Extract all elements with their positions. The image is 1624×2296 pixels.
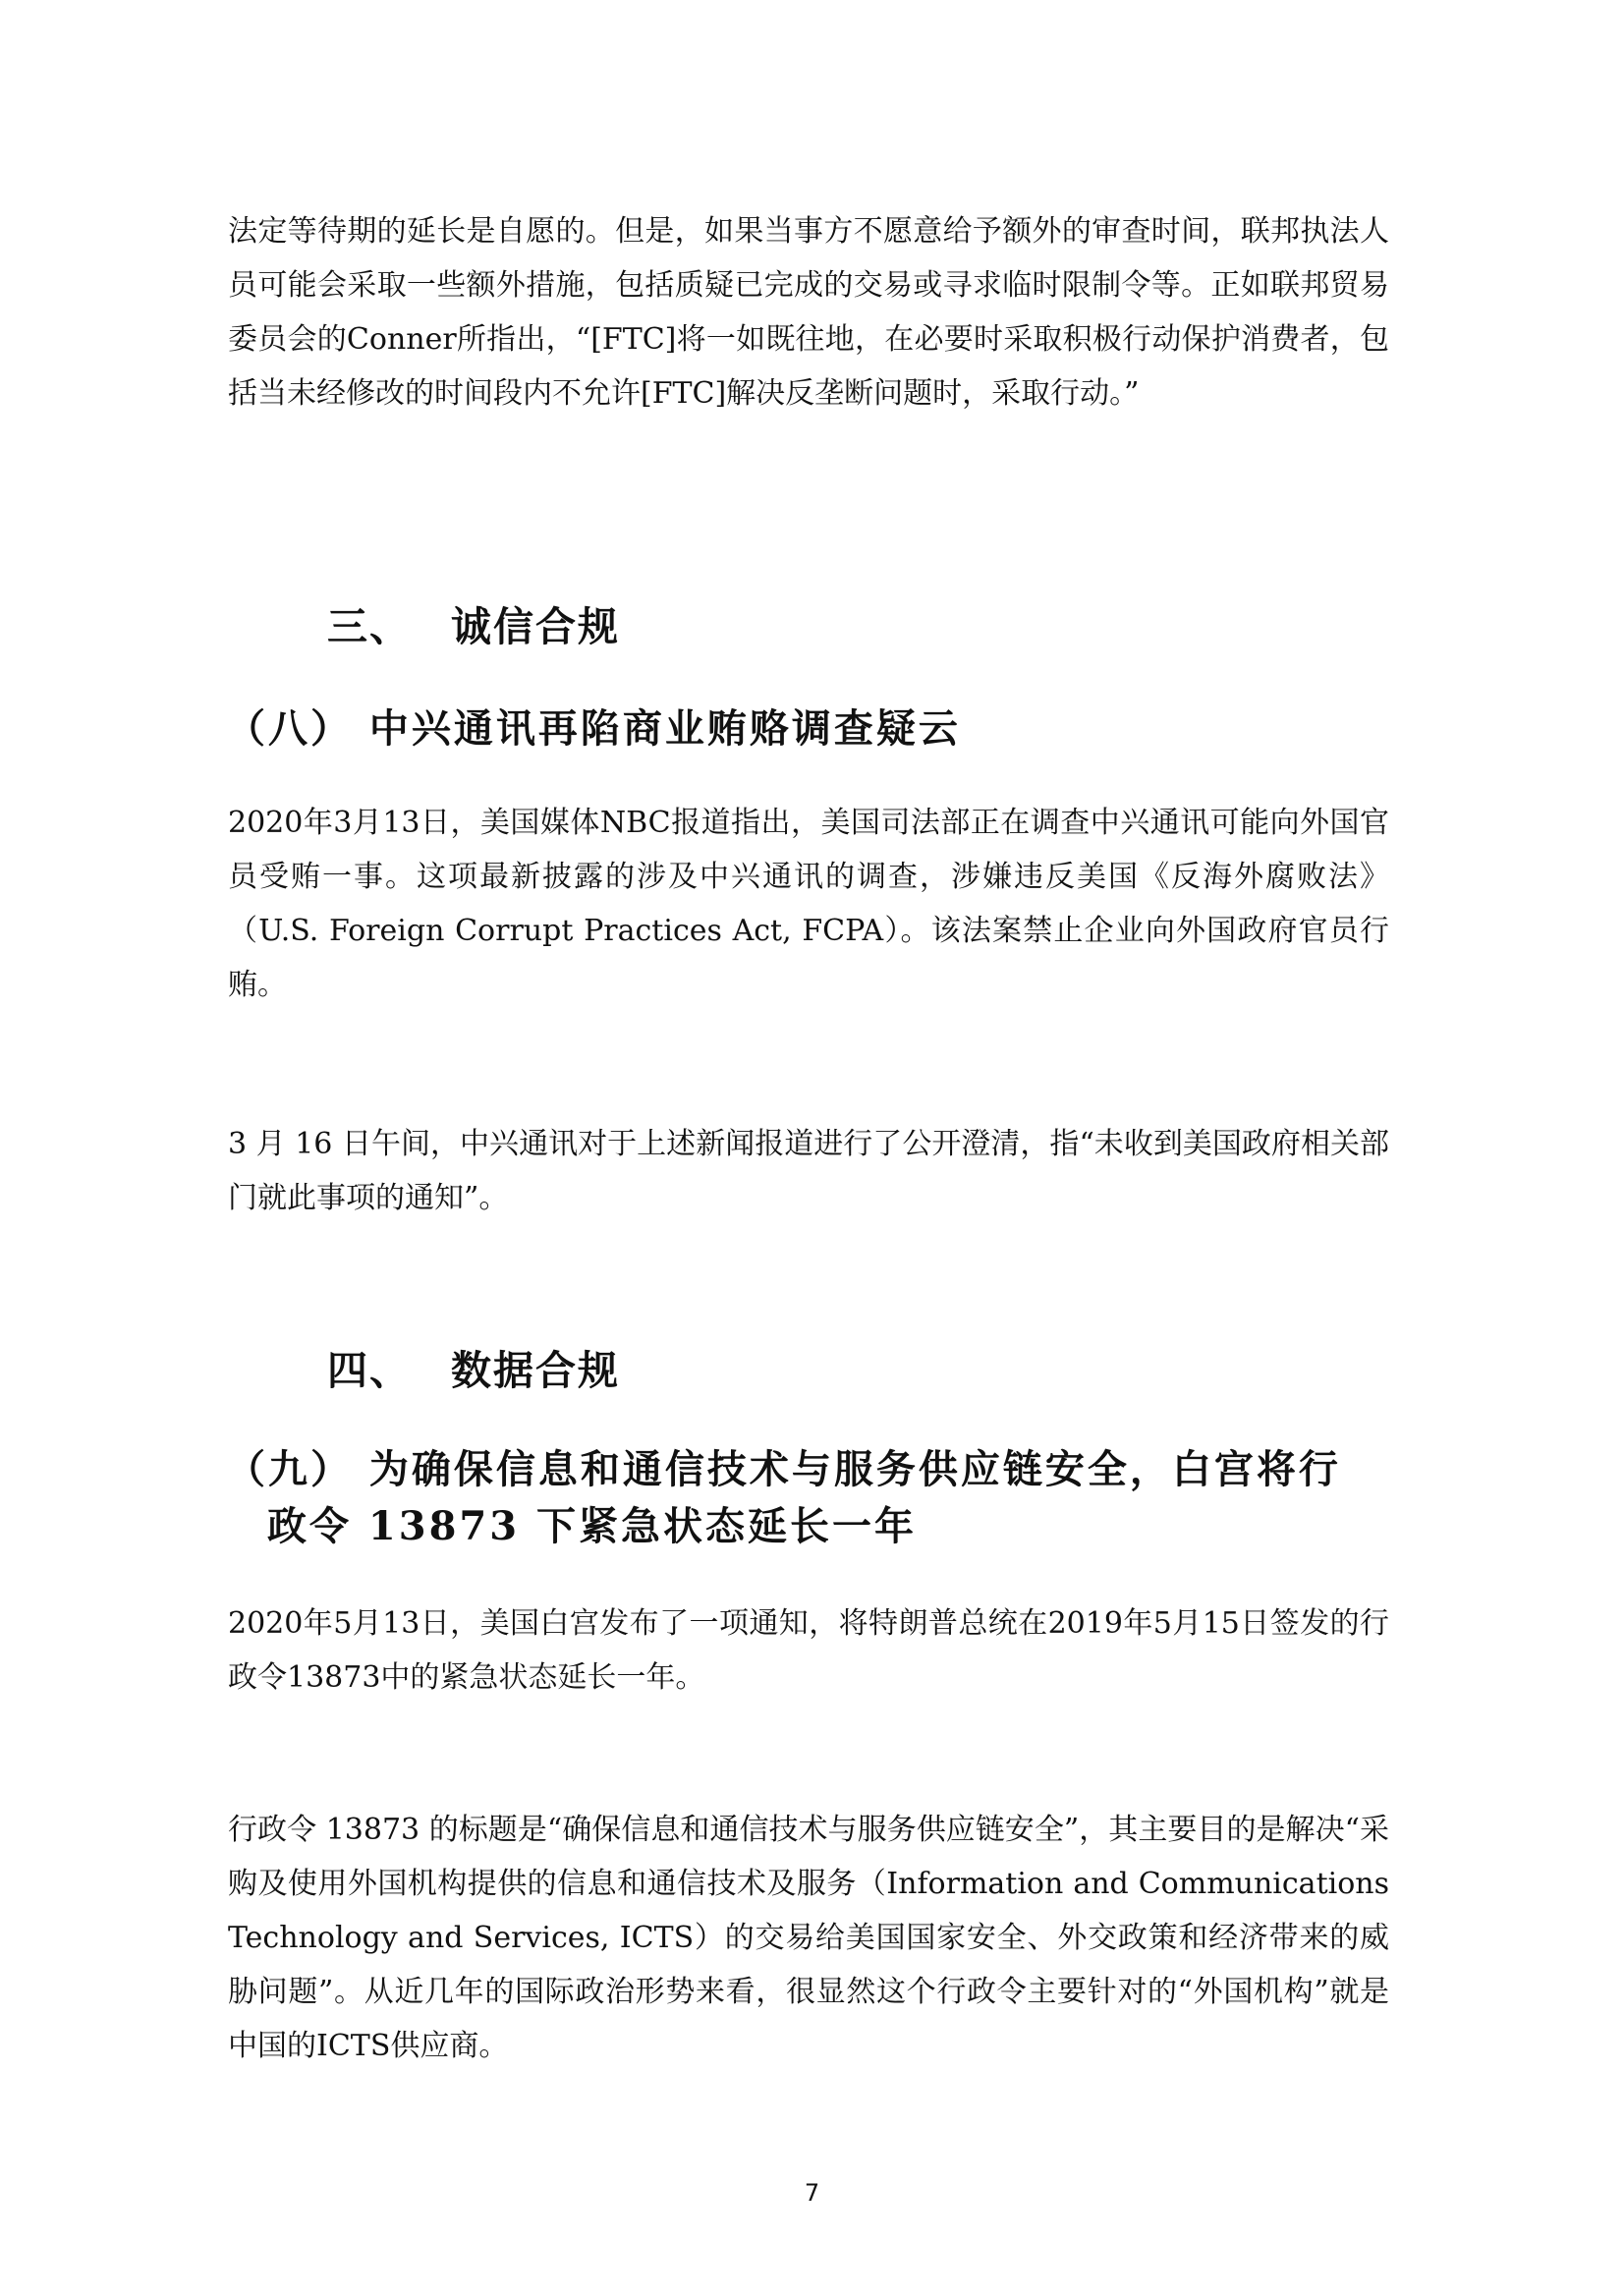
subsection-heading-line-1: （九） 为确保信息和通信技术与服务供应链安全，白宫将行 — [226, 1446, 1341, 1492]
section-title: 数据合规 — [451, 1347, 620, 1394]
subsection-heading-line-2: 政令 13873 下紧急状态延长一年 — [267, 1503, 918, 1549]
paragraph-ftc-waiting-period: 法定等待期的延长是自愿的。但是，如果当事方不愿意给予额外的审查时间，联邦执法人员可能会采取一些额外措施，包括质疑已完成的交易或寻求临时限制令等。正如联邦贸易委员会的Conner所指出，“[FTC]将一如既往地，在必要时采取积极行动保护消费者，包括当未经修改的时间段内不允许[FTC]解决反垄断问题时，采取行动。” — [228, 214, 1389, 411]
paragraph-nbc-report: 2020年3月13日，美国媒体NBC报道指出，美国司法部正在调查中兴通讯可能向外国官员受贿一事。这项最新披露的涉及中兴通讯的调查，涉嫌违反美国《反海外腐败法》（U.S. Foreign Corrupt Practices Act, FCPA）。该法案禁止企业向外国政府官员行贿。 — [228, 806, 1389, 1002]
subsection-heading-zte-bribery: （八） 中兴通讯再陷商业贿赂调查疑云 — [226, 705, 961, 752]
section-number: 三、 — [327, 603, 412, 650]
paragraph-zte-clarification: 3 月 16 日午间，中兴通讯对于上述新闻报道进行了公开澄清，指“未收到美国政府相关部门就此事项的通知”。 — [228, 1127, 1389, 1215]
paragraph-white-house-notice: 2020年5月13日，美国白宫发布了一项通知，将特朗普总统在2019年5月15日签发的行政令13873中的紧急状态延长一年。 — [228, 1606, 1389, 1695]
paragraph-eo-13873-purpose: 行政令 13873 的标题是“确保信息和通信技术与服务供应链安全”，其主要目的是解决“采购及使用外国机构提供的信息和通信技术及服务（Information and Communications Technology and Services, ICTS）的交易给美国国家安全、外交政策和经济带来的威胁问题”。从近几年的国际政治形势来看，很显然这个行政令主要针对的“外国机构”就是中国的ICTS供应商。 — [228, 1813, 1389, 2063]
section-number: 四、 — [327, 1347, 412, 1394]
section-heading-data-compliance — [327, 1338, 620, 1396]
page-number: 7 — [804, 2179, 820, 2207]
section-title: 诚信合规 — [451, 603, 620, 650]
subsection-heading-executive-order — [226, 1441, 1395, 1555]
section-heading-integrity-compliance — [327, 594, 620, 652]
